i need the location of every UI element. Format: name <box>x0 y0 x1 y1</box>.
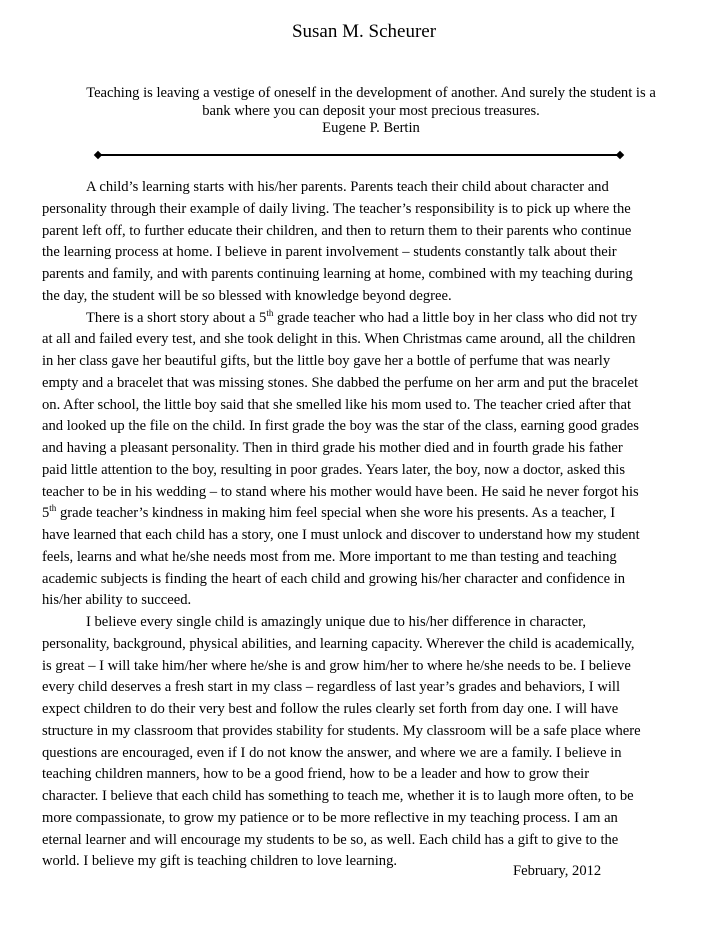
text-line: his/her ability to succeed. <box>42 592 192 609</box>
text-fragment: 5 <box>42 505 50 522</box>
text-line <box>42 503 692 525</box>
text-line: empty and a bracelet that was missing stones. She dabbed the perfume on her arm and put the bracelet <box>42 374 639 391</box>
text-line: the learning process at home. I believe in parent involvement – students constantly talk about their <box>42 244 617 261</box>
text-line: structure in my classroom that provides stability for students. My classroom will be a safe place where <box>42 722 641 739</box>
text-line: questions are encouraged, even if I do not know the answer, and where we are a family. I believe in <box>42 744 622 761</box>
text-line: expect children to do their very best and follow the rules clearly set forth from day one. I will have <box>42 701 619 717</box>
text-fragment: grade teacher’s kindness in making him feel special when she wore his presents. As a teacher, I <box>56 505 616 522</box>
essay-body <box>42 177 692 873</box>
text-line: eternal learner and will encourage my students to be so, as well. Each child has a gift to give to the <box>42 831 619 848</box>
document-date: February, 2012 <box>513 863 602 879</box>
quote-line: bank where you can deposit your most precious treasures. <box>202 102 540 119</box>
text-line: A child’s learning starts with his/her parents. Parents teach their child about character and <box>86 179 609 195</box>
text-line: teacher to be in his wedding – to stand where his mother would have been. He said he never forgot his <box>42 483 639 500</box>
text-fragment: There is a short story about a 5 <box>86 309 267 326</box>
divider-diamond-right-icon <box>616 151 624 159</box>
text-line: parent left off, to further educate their children, and then to return them to their parents who continue <box>42 222 632 239</box>
text-line: and looked up the file on the child. In first grade the boy was the star of the class, earning good grades <box>42 418 639 435</box>
text-line <box>42 308 692 330</box>
text-line: personality, background, physical abilities, and learning capacity. Wherever the child is academically, <box>42 635 635 652</box>
text-line: parents and family, and with parents continuing learning at home, combined with my teaching during <box>42 266 633 282</box>
quote-line: Teaching is leaving a vestige of oneself in the development of another. And surely the student is a <box>86 85 656 101</box>
decorative-divider <box>94 150 624 160</box>
text-line: more compassionate, to grow my patience or to be more reflective in my teaching process. I am an <box>42 809 618 826</box>
divider-line <box>98 154 620 156</box>
text-line: have learned that each child has a story, one I must unlock and discover to understand how my student <box>42 527 640 543</box>
text-line: on. After school, the little boy said that she smelled like his mom used to. The teacher cried after that <box>42 396 631 413</box>
divider-diamond-left-icon <box>94 151 102 159</box>
author-name: Susan M. Scheurer <box>291 21 437 42</box>
text-line: I believe every single child is amazingly unique due to his/her difference in character, <box>86 614 586 630</box>
epigraph-quote <box>40 85 702 138</box>
superscript: th <box>49 503 57 514</box>
text-line: world. I believe my gift is teaching children to love learning. <box>42 853 398 870</box>
text-line: is great – I will take him/her where he/she is and grow him/her to where he/she needs to be. I believe <box>42 657 631 674</box>
text-fragment: grade teacher who had a little boy in her class who did not try <box>273 309 638 326</box>
text-line: and having a pleasant personality. Then in third grade his mother died and in fourth grade his father <box>42 440 623 456</box>
text-line: feels, learns and what he/she needs most from me. More important to me than testing and teaching <box>42 548 617 565</box>
text-line: paid little attention to the boy, resulting in poor grades. Years later, the boy, now a doctor, asked this <box>42 461 625 478</box>
text-line: the day, the student will be so blessed with knowledge beyond degree. <box>42 287 452 304</box>
quote-attribution: Eugene P. Bertin <box>322 120 420 136</box>
superscript: th <box>266 307 274 318</box>
text-line: academic subjects is finding the heart of each child and growing his/her character and confidence in <box>42 570 626 587</box>
text-line: every child deserves a fresh start in my class – regardless of last year’s grades and behaviors, I will <box>42 679 621 696</box>
text-line: personality through their example of daily living. The teacher’s responsibility is to pick up where the <box>42 200 631 217</box>
text-line: at all and failed every test, and she took delight in this. When Christmas came around, all the children <box>42 331 636 348</box>
text-line: in her class gave her beautiful gifts, but the little boy gave her a bottle of perfume that was nearly <box>42 353 611 369</box>
text-line: character. I believe that each child has something to teach me, whether it is to laugh more often, to be <box>42 788 634 804</box>
text-line: teaching children manners, how to be a good friend, how to be a leader and how to grow their <box>42 766 590 783</box>
